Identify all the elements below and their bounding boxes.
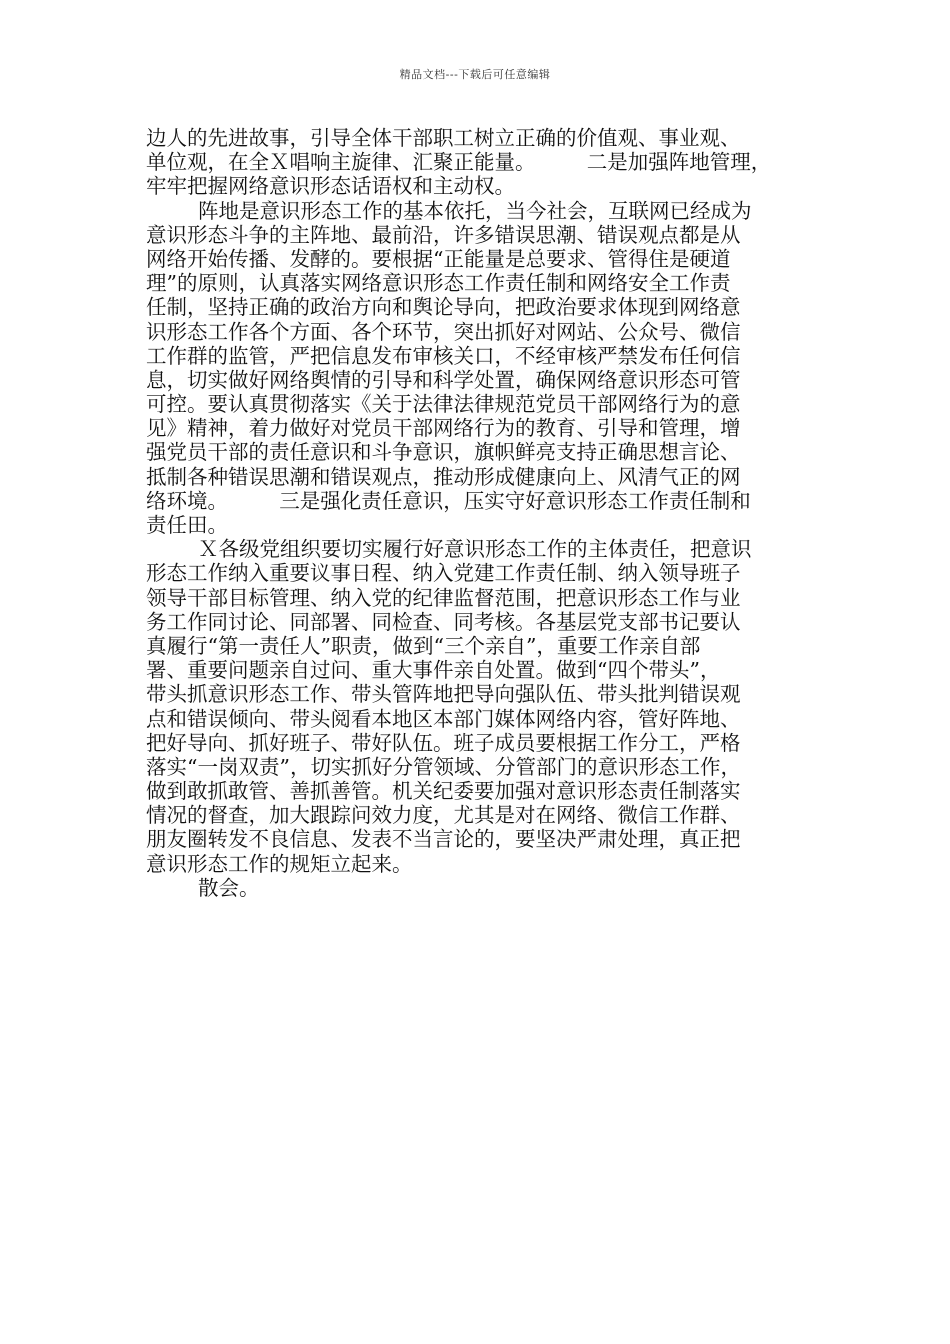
text-line: 点和错误倾向、带头阅看本地区本部门媒体网络内容，管好阵地、 (146, 706, 741, 731)
text-line: 带头抓意识形态工作、带头管阵地把导向强队伍、带头批判错误观 (146, 682, 741, 707)
text-line: 形态工作纳入重要议事日程、纳入党建工作责任制、纳入领导班子 (146, 561, 741, 586)
text-line: 抵制各种错误思潮和错误观点，推动形成健康向上、风清气正的网 (146, 464, 741, 489)
text-line: 责任田。 (146, 513, 228, 537)
text-line: 署、重要问题亲自过问、重大事件亲自处置。做到“四个带头”， (146, 658, 721, 683)
text-line: 任制，坚持正确的政治方向和舆论导向，把政治要求体现到网络意 (146, 295, 741, 320)
closing-line: 散会。 (198, 875, 260, 900)
text-line: 做到敢抓敢管、善抓善管。机关纪委要加强对意识形态责任制落实 (146, 779, 741, 804)
text-line: 领导干部目标管理、纳入党的纪律监督范围，把意识形态工作与业 (146, 585, 741, 610)
text-line: 可控。要认真贯彻落实《关于法律法律规范党员干部网络行为的意 (146, 392, 741, 417)
text-line: 理”的原则，认真落实网络意识形态工作责任制和网络安全工作责 (146, 271, 731, 296)
text-line: 单位观，在全Ｘ唱响主旋律、汇聚正能量。 二是加强阵地管理， (146, 150, 772, 175)
text-line: 真履行“第一责任人”职责，做到“三个亲自”，重要工作亲自部 (146, 633, 701, 658)
text-line: 网络开始传播、发酵的。要根据“正能量是总要求、管得住是硬道 (146, 246, 731, 271)
text-line: 意识形态斗争的主阵地、最前沿，许多错误思潮、错误观点都是从 (146, 222, 741, 247)
text-line: 把好导向、抓好班子、带好队伍。班子成员要根据工作分工，严格 (146, 730, 741, 755)
text-line: 识形态工作各个方面、各个环节，突出抓好对网站、公众号、微信 (146, 319, 741, 344)
text-line: 见》精神，着力做好对党员干部网络行为的教育、引导和管理，增 (146, 416, 741, 441)
text-line: 落实“一岗双责”，切实抓好分管领域、分管部门的意识形态工作， (146, 754, 741, 779)
text-line: 工作群的监管，严把信息发布审核关口，不经审核严禁发布任何信 (146, 343, 741, 368)
page-header: 精品文档---下载后可任意编辑 (399, 68, 551, 81)
paragraph-start-line: 阵地是意识形态工作的基本依托，当今社会，互联网已经成为 (198, 198, 752, 223)
text-line: 情况的督查，加大跟踪问效力度，尤其是对在网络、微信工作群、 (146, 803, 741, 828)
text-line: 息，切实做好网络舆情的引导和科学处置，确保网络意识形态可管 (146, 367, 741, 392)
text-line: 强党员干部的责任意识和斗争意识，旗帜鲜亮支持正确思想言论、 (146, 440, 741, 465)
paragraph-start-line: Ｘ各级党组织要切实履行好意识形态工作的主体责任，把意识 (198, 537, 752, 562)
text-line: 络环境。 三是强化责任意识，压实守好意识形态工作责任制和 (146, 488, 751, 513)
document-body (146, 126, 836, 900)
text-line: 意识形态工作的规矩立起来。 (146, 851, 413, 876)
text-line: 务工作同讨论、同部署、同检查、同考核。各基层党支部书记要认 (146, 609, 741, 634)
text-line: 牢牢把握网络意识形态话语权和主动权。 (146, 174, 515, 199)
text-line: 边人的先进故事，引导全体干部职工树立正确的价值观、事业观、 (146, 126, 741, 150)
text-line: 朋友圈转发不良信息、发表不当言论的，要坚决严肃处理，真正把 (146, 827, 741, 852)
